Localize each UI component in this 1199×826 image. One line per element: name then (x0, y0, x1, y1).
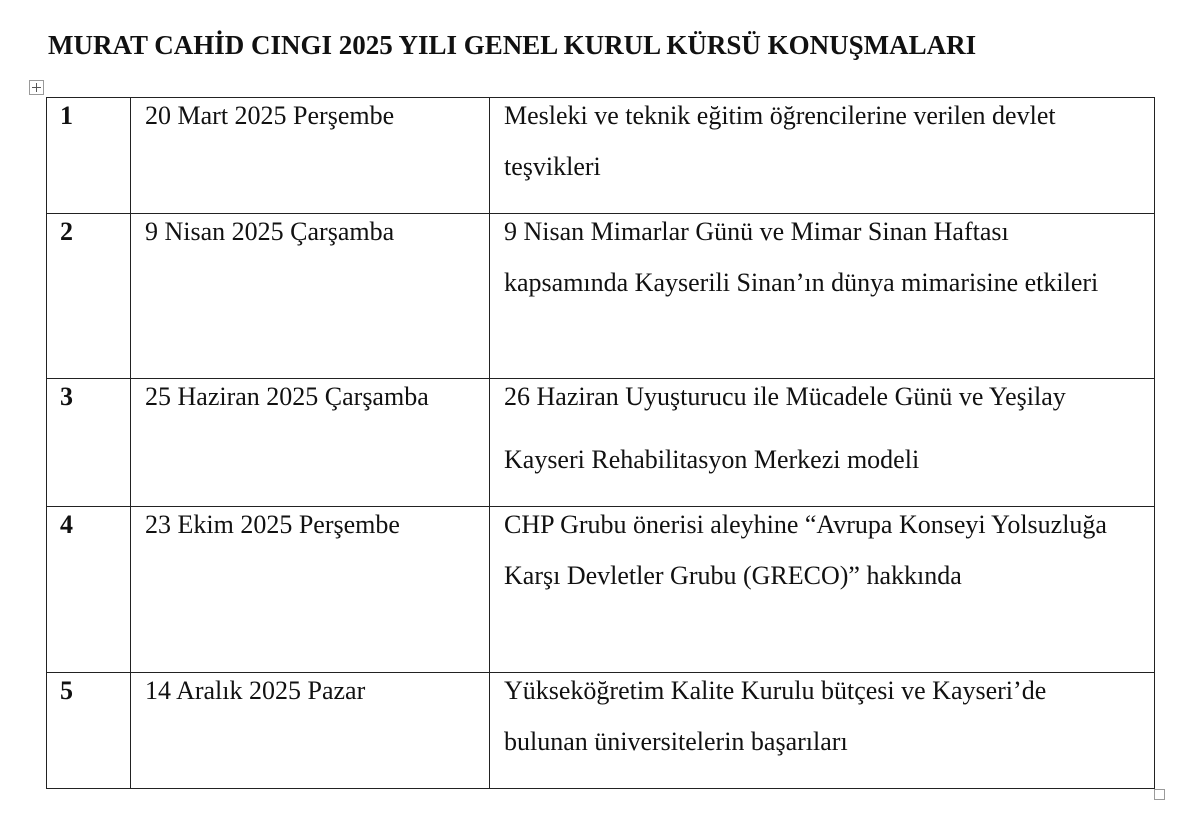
date-cell[interactable] (131, 507, 490, 673)
speech-topic: Mesleki ve teknik eğitim öğrencilerine verilen devlet teşvikleri (504, 101, 1056, 181)
speech-topic: 9 Nisan Mimarlar Günü ve Mimar Sinan Haftası kapsamında Kayserili Sinan’ın dünya mimarisine etkileri (504, 217, 1099, 297)
table-row (47, 98, 1155, 214)
table-row (47, 673, 1155, 789)
row-number-cell[interactable] (47, 673, 131, 789)
speech-topic: CHP Grubu önerisi aleyhine “Avrupa Konseyi Yolsuzluğa Karşı Devletler Grubu (GRECO)” hakkında (504, 510, 1107, 590)
row-number: 2 (60, 217, 73, 246)
row-number-cell[interactable] (47, 98, 131, 214)
table-move-handle-icon[interactable] (29, 80, 44, 95)
speech-topic: Yükseköğretim Kalite Kurulu bütçesi ve Kayseri’de bulunan üniversitelerin başarıları (504, 676, 1047, 756)
speeches-table (46, 97, 1155, 789)
topic-cell[interactable] (490, 214, 1155, 379)
date-cell[interactable] (131, 214, 490, 379)
topic-cell[interactable] (490, 673, 1155, 789)
table-resize-handle-icon[interactable] (1154, 789, 1165, 800)
topic-cell[interactable] (490, 379, 1155, 507)
row-number-cell[interactable] (47, 214, 131, 379)
table-row (47, 507, 1155, 673)
row-number: 1 (60, 101, 73, 130)
row-number: 3 (60, 382, 73, 411)
speech-date: 23 Ekim 2025 Perşembe (145, 510, 400, 539)
row-number-cell[interactable] (47, 507, 131, 673)
date-cell[interactable] (131, 379, 490, 507)
speech-date: 25 Haziran 2025 Çarşamba (145, 382, 429, 411)
date-cell[interactable] (131, 98, 490, 214)
topic-cell[interactable] (490, 507, 1155, 673)
speech-date: 14 Aralık 2025 Pazar (145, 676, 366, 705)
speech-topic: 26 Haziran Uyuşturucu ile Mücadele Günü ve Yeşilay Kayseri Rehabilitasyon Merkezi modeli (504, 382, 1066, 474)
row-number: 4 (60, 510, 73, 539)
date-cell[interactable] (131, 673, 490, 789)
speech-date: 20 Mart 2025 Perşembe (145, 101, 395, 130)
row-number: 5 (60, 676, 73, 705)
topic-cell[interactable] (490, 98, 1155, 214)
table-row (47, 214, 1155, 379)
document-title: MURAT CAHİD CINGI 2025 YILI GENEL KURUL KÜRSÜ KONUŞMALARI (48, 30, 977, 60)
row-number-cell[interactable] (47, 379, 131, 507)
table-row (47, 379, 1155, 507)
speech-date: 9 Nisan 2025 Çarşamba (145, 217, 395, 246)
